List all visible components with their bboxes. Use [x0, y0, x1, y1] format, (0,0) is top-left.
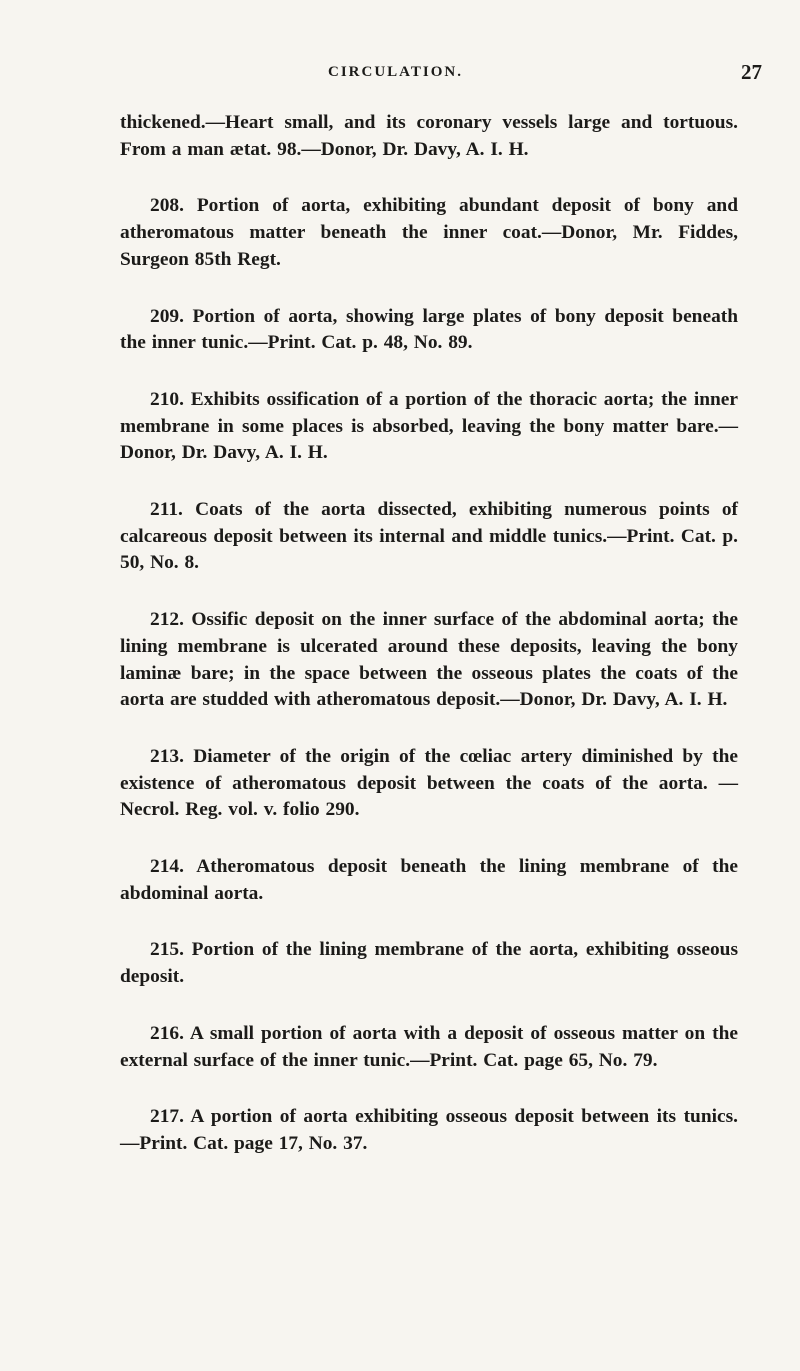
running-title: CIRCULATION. — [328, 64, 463, 80]
entry-209: 209. Portion of aorta, showing large plates of bony deposit beneath the inner tunic.—Print. Cat. p. 48, No. 89. — [120, 305, 738, 354]
entry-215: 215. Portion of the lining membrane of the aorta, exhibiting osseous deposit. — [120, 939, 738, 988]
entry-210: 210. Exhibits ossification of a portion of the thoracic aorta; the inner membrane in some places is absorbed, leaving the bony matter bare.—Donor, Dr. Davy, A. I. H. — [120, 388, 738, 464]
running-head — [0, 60, 800, 90]
entry-211: 211. Coats of the aorta dissected, exhibiting numerous points of calcareous deposit between its internal and middle tunics.—Print. Cat. p. 50, No. 8. — [120, 499, 738, 574]
entry-214: 214. Atheromatous deposit beneath the lining membrane of the abdominal aorta. — [120, 856, 738, 904]
entry-213: 213. Diameter of the origin of the cœliac artery diminished by the existence of atheromatous deposit between the coats of the aorta. —Necrol. Reg. vol. v. folio 290. — [120, 745, 738, 821]
catalogue-text — [120, 110, 738, 1158]
continued-entry-207: thickened.—Heart small, and its coronary vessels large and tortuous. From a man ætat. 98.—Donor, Dr. Davy, A. I. H. — [120, 112, 738, 160]
entry-217: 217. A portion of aorta exhibiting osseous deposit between its tunics.—Print. Cat. page 17, No. 37. — [120, 1106, 738, 1154]
entry-208: 208. Portion of aorta, exhibiting abundant deposit of bony and atheromatous matter beneath the inner coat.—Donor, Mr. Fiddes, Surgeon 85th Regt. — [120, 195, 738, 270]
entry-216: 216. A small portion of aorta with a deposit of osseous matter on the external surface of the inner tunic.—Print. Cat. page 65, No. 79. — [120, 1022, 738, 1071]
entry-212: 212. Ossific deposit on the inner surface of the abdominal aorta; the lining membrane is ulcerated around these deposits, leaving the bony laminæ bare; in the space between the osseous plates the coats of the aorta are studded with atheromatous deposit.—Donor, Dr. Davy, A. I. H. — [120, 609, 738, 711]
page-number: 27 — [741, 60, 762, 84]
